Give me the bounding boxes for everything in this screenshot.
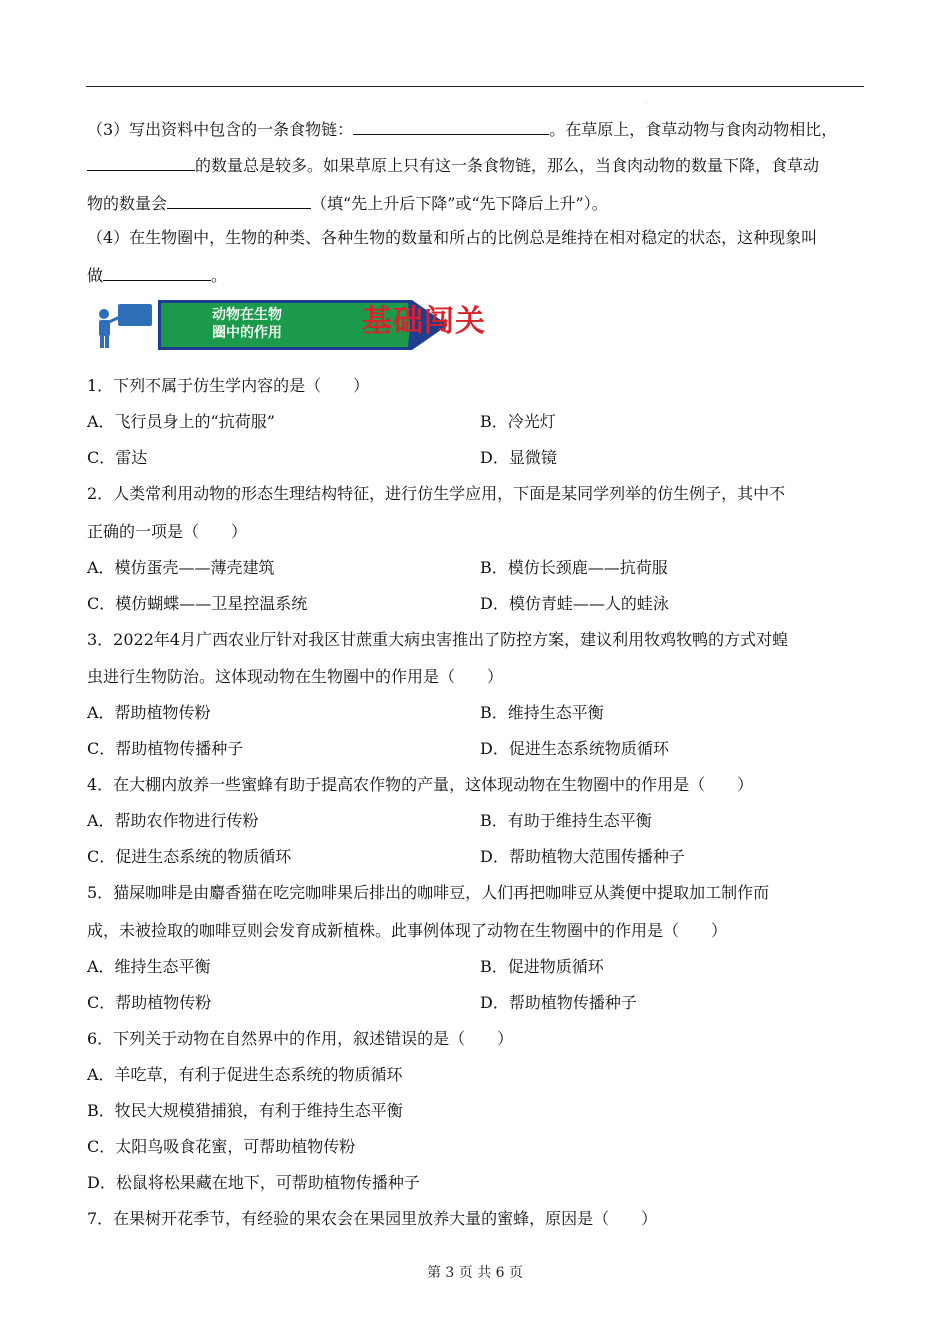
section-banner bbox=[92, 298, 532, 352]
material-q3-line3: 物的数量会 （填“先上升后下降”或“先下降后上升”）。 bbox=[87, 194, 608, 213]
answer-blank[interactable] bbox=[87, 154, 195, 171]
header-dot: . bbox=[645, 98, 647, 105]
question-6-option-d[interactable]: D．松鼠将松果藏在地下，可帮助植物传播种子 bbox=[87, 1173, 420, 1192]
header-rule bbox=[86, 86, 864, 87]
question-5-stem-line1: 5．猫屎咖啡是由麝香猫在吃完咖啡果后排出的咖啡豆，人们再把咖啡豆从粪便中提取加工制作而 bbox=[87, 883, 770, 902]
question-1-stem: 1．下列不属于仿生学内容的是（ ） bbox=[87, 376, 370, 395]
question-3-stem-line1: 3．2022年4月广西农业厅针对我区甘蔗重大病虫害推出了防控方案，建议利用牧鸡牧鸭的方式对蝗 bbox=[87, 630, 789, 649]
question-1-option-b[interactable]: B．冷光灯 bbox=[480, 412, 556, 431]
answer-blank[interactable] bbox=[353, 118, 549, 135]
question-4-option-b[interactable]: B．有助于维持生态平衡 bbox=[480, 811, 652, 830]
question-4-option-c[interactable]: C．促进生态系统的物质循环 bbox=[87, 847, 292, 866]
question-5-option-b[interactable]: B．促进物质循环 bbox=[480, 957, 604, 976]
material-q3-line2: 的数量总是较多。如果草原上只有这一条食物链，那么，当食肉动物的数量下降，食草动 bbox=[87, 154, 819, 176]
question-4-option-a[interactable]: A．帮助农作物进行传粉 bbox=[87, 811, 259, 830]
question-1-option-a[interactable]: A．飞行员身上的“抗荷服” bbox=[87, 412, 275, 431]
question-2-option-a[interactable]: A．模仿蛋壳——薄壳建筑 bbox=[87, 558, 275, 577]
question-6-option-b[interactable]: B．牧民大规模猎捕狼，有利于维持生态平衡 bbox=[87, 1101, 403, 1120]
question-2-stem-line1: 2．人类常利用动物的形态生理结构特征，进行仿生学应用，下面是某同学列举的仿生例子，其中不 bbox=[87, 484, 786, 503]
material-q4-line2: 做 。 bbox=[87, 266, 228, 285]
question-3-option-a[interactable]: A．帮助植物传粉 bbox=[87, 703, 211, 722]
answer-blank[interactable] bbox=[103, 264, 211, 281]
question-1-option-c[interactable]: C．雷达 bbox=[87, 448, 148, 467]
question-2-option-d[interactable]: D．模仿青蛙——人的蛙泳 bbox=[480, 594, 669, 613]
question-4-option-d[interactable]: D．帮助植物大范围传播种子 bbox=[480, 847, 685, 866]
question-7-stem: 7．在果树开花季节，有经验的果农会在果园里放养大量的蜜蜂，原因是（ ） bbox=[87, 1209, 658, 1228]
section-title: 基础闯关 bbox=[362, 304, 486, 339]
question-4-stem: 4．在大棚内放养一些蜜蜂有助于提高农作物的产量，这体现动物在生物圈中的作用是（ ） bbox=[87, 775, 754, 794]
topic-line2: 圈中的作用 bbox=[212, 325, 282, 341]
question-6-option-a[interactable]: A．羊吃草，有利于促进生态系统的物质循环 bbox=[87, 1065, 403, 1084]
question-2-option-c[interactable]: C．模仿蝴蝶——卫星控温系统 bbox=[87, 594, 308, 613]
question-2-stem-line2: 正确的一项是（ ） bbox=[87, 522, 248, 541]
question-5-option-d[interactable]: D．帮助植物传播种子 bbox=[480, 993, 637, 1012]
question-5-option-a[interactable]: A．维持生态平衡 bbox=[87, 957, 211, 976]
question-5-option-c[interactable]: C．帮助植物传粉 bbox=[87, 993, 212, 1012]
question-5-stem-line2: 成，未被捡取的咖啡豆则会发育成新植株。此事例体现了动物在生物圈中的作用是（ ） bbox=[87, 921, 728, 940]
question-3-option-c[interactable]: C．帮助植物传播种子 bbox=[87, 739, 244, 758]
topic-line1: 动物在生物 bbox=[212, 307, 282, 323]
question-6-stem: 6．下列关于动物在自然界中的作用，叙述错误的是（ ） bbox=[87, 1029, 514, 1048]
question-1-option-d[interactable]: D．显微镜 bbox=[480, 448, 557, 467]
question-6-option-c[interactable]: C．太阳鸟吸食花蜜，可帮助植物传粉 bbox=[87, 1137, 356, 1156]
material-q3-line1: （3）写出资料中包含的一条食物链： 。在草原上，食草动物与食肉动物相比， bbox=[87, 120, 838, 139]
question-2-option-b[interactable]: B．模仿长颈鹿——抗荷服 bbox=[480, 558, 668, 577]
teacher-board-icon bbox=[92, 300, 154, 350]
material-q4-line1: （4）在生物圈中，生物的种类、各种生物的数量和所占的比例总是维持在相对稳定的状态，这种现象叫 bbox=[87, 228, 818, 247]
answer-blank[interactable] bbox=[167, 192, 311, 209]
page-footer: 第 3 页 共 6 页 bbox=[426, 1265, 524, 1281]
question-3-stem-line2: 虫进行生物防治。这体现动物在生物圈中的作用是（ ） bbox=[87, 667, 504, 686]
question-3-option-b[interactable]: B．维持生态平衡 bbox=[480, 703, 604, 722]
question-3-option-d[interactable]: D．促进生态系统物质循环 bbox=[480, 739, 669, 758]
